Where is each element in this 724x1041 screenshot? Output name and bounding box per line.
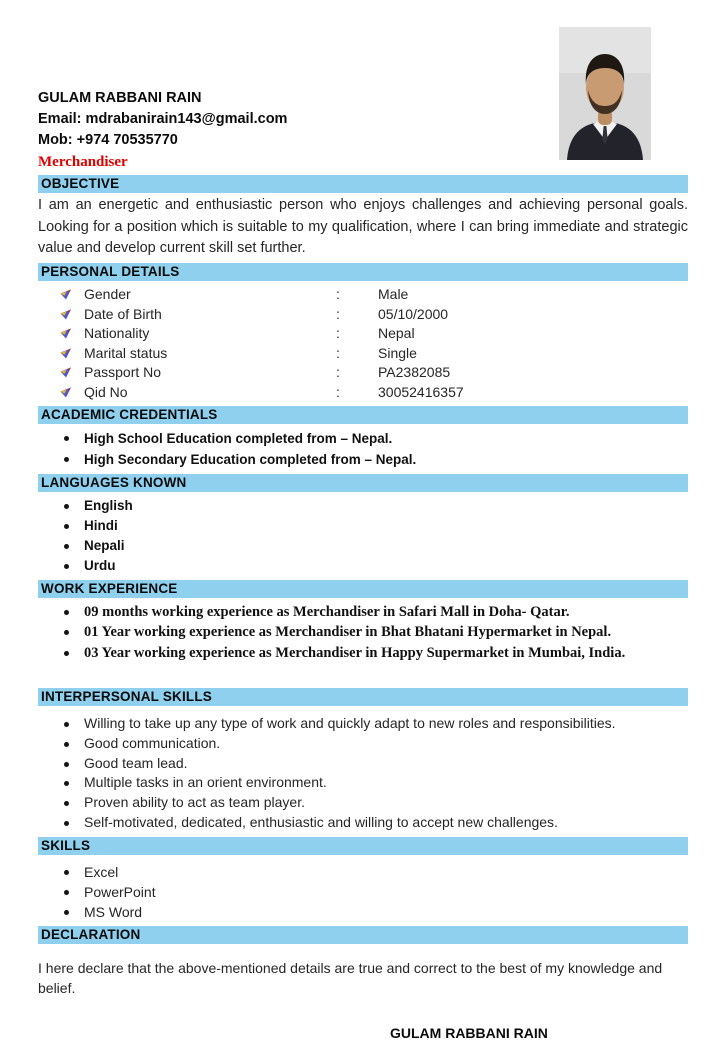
work-item-text: 01 Year working experience as Merchandiser in Bhat Bhatani Hypermarket in Nepal. <box>84 624 612 640</box>
email-line <box>38 109 688 130</box>
resume-content <box>38 0 688 1041</box>
list-item <box>38 902 688 922</box>
bullet-dot-icon <box>64 651 69 656</box>
personal-detail-row <box>38 343 688 363</box>
detail-label: Nationality <box>84 325 150 342</box>
bullet-dot-icon <box>64 890 69 895</box>
list-item <box>38 496 688 516</box>
dart-bullet-icon <box>60 288 72 300</box>
bullet-dot-icon <box>64 821 69 826</box>
dart-bullet-icon <box>60 347 72 359</box>
languages-list <box>38 496 688 576</box>
dart-bullet-icon <box>60 386 72 398</box>
list-item <box>38 622 688 643</box>
mobile-line <box>38 130 688 151</box>
detail-value: Nepal <box>378 325 415 342</box>
interpersonal-item-text: Multiple tasks in an orient environment. <box>84 774 327 791</box>
bullet-dot-icon <box>64 610 69 615</box>
interpersonal-item-text: Proven ability to act as team player. <box>84 794 305 811</box>
list-item <box>38 602 688 623</box>
personal-detail-row <box>38 285 688 305</box>
work-item-text: 09 months working experience as Merchandiser in Safari Mall in Doha- Qatar. <box>84 603 570 620</box>
list-item <box>38 643 688 664</box>
job-title: Merchandiser <box>38 154 128 170</box>
detail-separator: : <box>336 325 340 342</box>
bullet-dot-icon <box>64 504 69 509</box>
personal-detail-row <box>38 363 688 383</box>
bullet-dot-icon <box>64 870 69 875</box>
dart-bullet-icon <box>60 308 72 320</box>
list-item <box>38 734 688 754</box>
bullet-dot-icon <box>64 742 69 747</box>
signature-name: GULAM RABBANI RAIN <box>390 1024 548 1041</box>
list-item <box>38 428 688 449</box>
list-item <box>38 793 688 813</box>
language-item-text: Nepali <box>84 537 125 553</box>
detail-value: Single <box>378 344 417 361</box>
section-heading-declaration: DECLARATION <box>38 926 688 944</box>
section-heading-personal-details: PERSONAL DETAILS <box>38 263 688 281</box>
bullet-dot-icon <box>64 436 69 441</box>
section-heading-interpersonal: INTERPERSONAL SKILLS <box>38 688 688 706</box>
mobile-label: Mob: <box>38 132 73 148</box>
personal-detail-row <box>38 382 688 402</box>
dart-bullet-icon <box>60 366 72 378</box>
list-item <box>38 862 688 882</box>
header-block <box>38 88 688 172</box>
section-spacer <box>38 667 688 685</box>
skills-list <box>38 862 688 922</box>
detail-separator: : <box>336 344 340 361</box>
list-item <box>38 516 688 536</box>
interpersonal-list <box>38 714 688 833</box>
detail-label: Gender <box>84 286 131 303</box>
language-item-text: English <box>84 497 133 513</box>
interpersonal-item-text: Willing to take up any type of work and quickly adapt to new roles and responsibilities. <box>84 715 616 731</box>
bullet-dot-icon <box>64 630 69 635</box>
work-item-text: 03 Year working experience as Merchandiser in Happy Supermarket in Mumbai, India. <box>84 644 626 661</box>
section-heading-languages: LANGUAGES KNOWN <box>38 474 688 492</box>
section-heading-objective: OBJECTIVE <box>38 175 688 193</box>
detail-label: Date of Birth <box>84 305 162 322</box>
bullet-dot-icon <box>64 544 69 549</box>
detail-separator: : <box>336 286 340 303</box>
list-item <box>38 556 688 576</box>
personal-details-list <box>38 285 688 402</box>
bullet-dot-icon <box>64 457 69 462</box>
bullet-dot-icon <box>64 762 69 767</box>
bullet-dot-icon <box>64 722 69 727</box>
bullet-dot-icon <box>64 524 69 529</box>
detail-value: Male <box>378 286 409 303</box>
interpersonal-item-text: Good team lead. <box>84 754 188 771</box>
academic-item-text: High Secondary Education completed from – Nepal. <box>84 451 417 467</box>
list-item <box>38 773 688 793</box>
declaration-text: I here declare that the above-mentioned details are true and correct to the best of my knowledge and belief. <box>38 959 663 996</box>
list-item <box>38 882 688 902</box>
list-item <box>38 536 688 556</box>
objective-text: I am an energetic and enthusiastic person who enjoys challenges and achieving personal goals. Looking for a position which is suitable to my qualification, where I can bring immediate and strategic value and develop current skill set further. <box>38 197 688 256</box>
candidate-name: GULAM RABBANI RAIN <box>38 90 202 106</box>
interpersonal-item-text: Self-motivated, dedicated, enthusiastic and willing to accept new challenges. <box>84 813 558 830</box>
email-label: Email: <box>38 111 82 127</box>
section-heading-academic: ACADEMIC CREDENTIALS <box>38 406 688 424</box>
bullet-dot-icon <box>64 564 69 569</box>
academic-item-text: High School Education completed from – Nepal. <box>84 430 393 446</box>
list-item <box>38 754 688 774</box>
section-heading-skills: SKILLS <box>38 837 688 855</box>
academic-list <box>38 428 688 470</box>
list-item <box>38 714 688 734</box>
detail-separator: : <box>336 305 340 322</box>
detail-label: Passport No <box>84 364 162 381</box>
dart-bullet-icon <box>60 327 72 339</box>
bullet-dot-icon <box>64 910 69 915</box>
language-item-text: Hindi <box>84 517 118 533</box>
list-item <box>38 449 688 470</box>
skill-item-text: Excel <box>84 863 119 880</box>
list-item <box>38 813 688 833</box>
email-value: mdrabanirain143@gmail.com <box>85 111 288 127</box>
personal-detail-row <box>38 324 688 344</box>
mobile-value: +974 70535770 <box>76 132 178 148</box>
detail-label: Qid No <box>84 383 128 400</box>
detail-separator: : <box>336 364 340 381</box>
detail-value: PA2382085 <box>378 364 451 381</box>
skill-item-text: MS Word <box>84 903 143 920</box>
work-experience-list <box>38 602 688 664</box>
interpersonal-item-text: Good communication. <box>84 734 221 751</box>
section-heading-work: WORK EXPERIENCE <box>38 580 688 598</box>
bullet-dot-icon <box>64 781 69 786</box>
detail-separator: : <box>336 383 340 400</box>
detail-value: 05/10/2000 <box>378 305 449 322</box>
language-item-text: Urdu <box>84 557 116 573</box>
bullet-dot-icon <box>64 801 69 806</box>
detail-label: Marital status <box>84 344 168 361</box>
detail-value: 30052416357 <box>378 383 464 400</box>
skill-item-text: PowerPoint <box>84 883 156 900</box>
personal-detail-row <box>38 304 688 324</box>
